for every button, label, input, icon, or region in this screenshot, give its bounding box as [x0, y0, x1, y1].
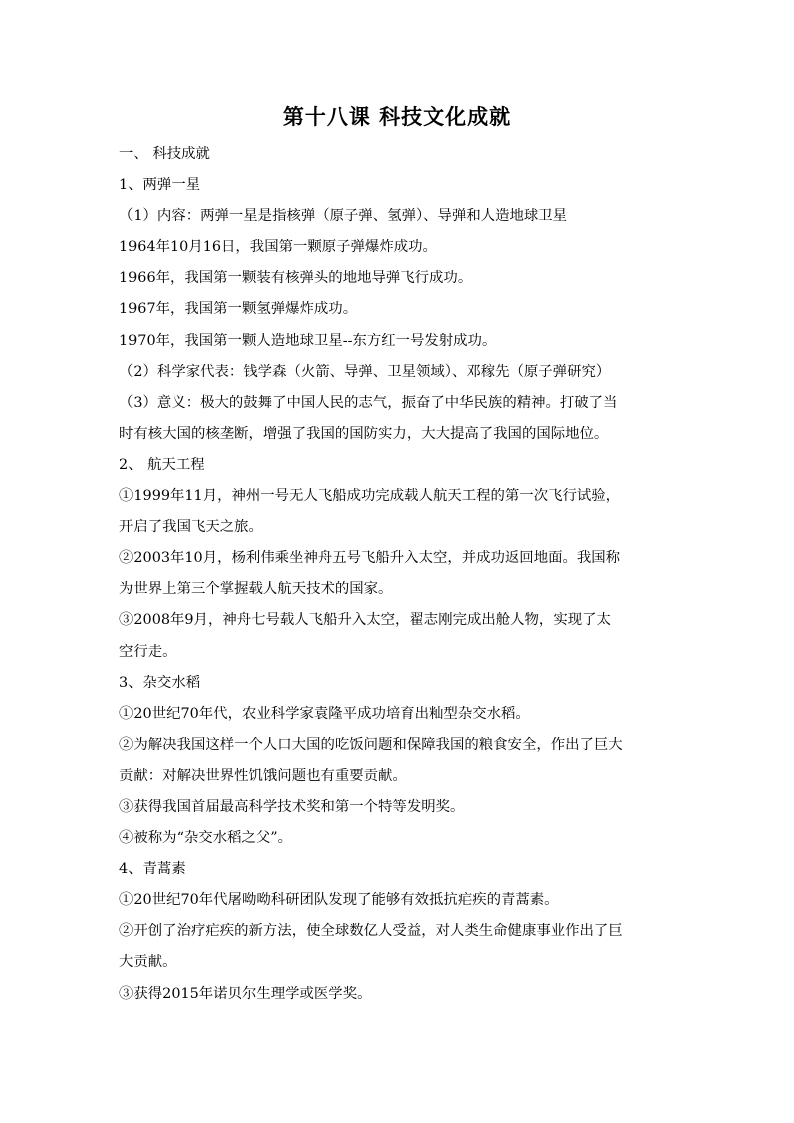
text-line: 1970年，我国第一颗人造地球卫星--东方红一号发射成功。 [119, 332, 497, 349]
text-line: 大贡献。 [119, 954, 177, 971]
document-body [119, 139, 679, 1010]
text-line: 贡献：对解决世界性饥饿问题也有重要贡献。 [119, 767, 407, 784]
document-title: 第十八课 科技文化成就 [282, 104, 512, 129]
subheading-space-engineering: 2、 航天工程 [119, 456, 205, 473]
text-line: （3）意义：极大的鼓舞了中国人民的志气，振奋了中华民族的精神。打破了当 [119, 394, 618, 411]
text-line: （1）内容：两弹一星是指核弹（原子弹、氢弹）、导弹和人造地球卫星 [119, 208, 568, 225]
text-line: 1967年，我国第一颗氢弹爆炸成功。 [119, 301, 358, 318]
text-line: ②2003年10月，杨利伟乘坐神舟五号飞船升入太空，并成功返回地面。我国称 [119, 550, 621, 567]
text-line: ③获得2015年诺贝尔生理学或医学奖。 [119, 985, 372, 1002]
text-line: ②为解决我国这样一个人口大国的吃饭问题和保障我国的粮食安全，作出了巨大 [119, 736, 623, 753]
text-line: ①1999年11月，神州一号无人飞船成功完成载人航天工程的第一次飞行试验， [119, 488, 621, 505]
text-line: ②开创了治疗疟疾的新方法，使全球数亿人受益，对人类生命健康事业作出了巨 [119, 923, 623, 940]
subheading-hybrid-rice: 3、杂交水稻 [119, 674, 201, 691]
text-line: 1964年10月16日，我国第一颗原子弹爆炸成功。 [119, 239, 437, 256]
text-line: ④被称为“杂交水稻之父”。 [119, 830, 293, 847]
section-heading-science-achievements: 一、 科技成就 [119, 146, 210, 162]
subheading-artemisinin: 4、青蒿素 [119, 861, 186, 878]
text-line: 1966年，我国第一颗装有核弹头的地地导弹飞行成功。 [119, 270, 473, 287]
text-line: 为世界上第三个掌握载人航天技术的国家。 [119, 581, 393, 598]
text-line: （2）科学家代表：钱学森（火箭、导弹、卫星领域）、邓稼先（原子弹研究） [119, 363, 611, 380]
text-line: 时有核大国的核垄断，增强了我国的国防实力，大大提高了我国的国际地位。 [119, 425, 609, 442]
text-line: ①20世纪70年代，农业科学家袁隆平成功培育出籼型杂交水稻。 [119, 705, 530, 722]
text-line: 开启了我国飞天之旅。 [119, 519, 263, 536]
text-line: 空行走。 [119, 643, 177, 660]
subheading-two-bombs-one-satellite: 1、两弹一星 [119, 177, 201, 194]
text-line: ③2008年9月，神舟七号载人飞船升入太空，翟志刚完成出舱人物，实现了太 [119, 612, 611, 629]
text-line: ③获得我国首届最高科学技术奖和第一个特等发明奖。 [119, 798, 465, 815]
text-line: ①20世纪70年代屠呦呦科研团队发现了能够有效抵抗疟疾的青蒿素。 [119, 892, 559, 909]
